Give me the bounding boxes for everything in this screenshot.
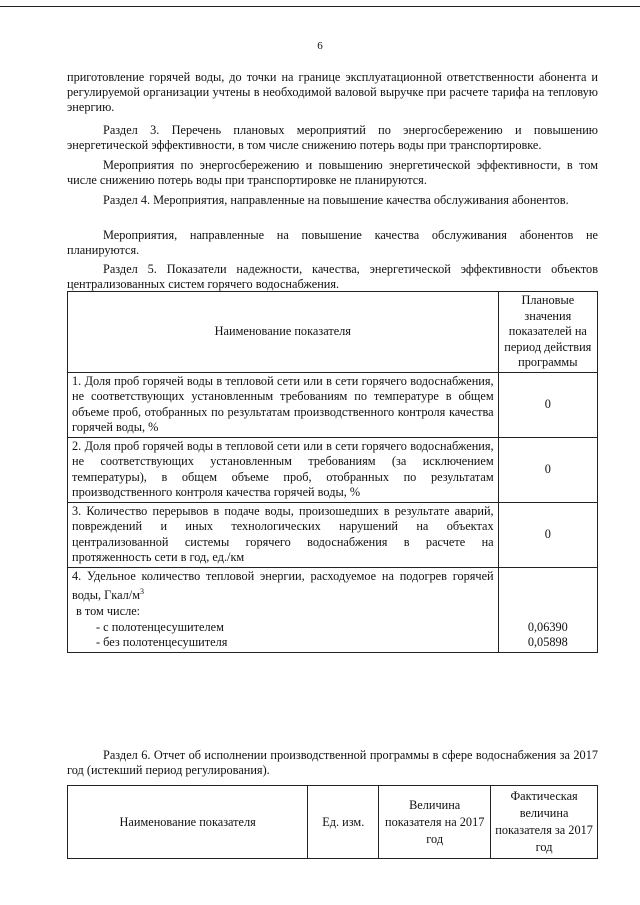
paragraph-section-6: Раздел 6. Отчет об исполнении производственной программы в сфере водоснабжения за 2017 год (истекший период регулирования).	[67, 748, 598, 778]
report-table	[67, 785, 598, 859]
paragraph-section-3: Раздел 3. Перечень плановых мероприятий по энергосбережению и повышению энергетической эффективности, в том числе снижению потерь воды при транспортировке.	[67, 123, 598, 153]
paragraph-section-4: Раздел 4. Мероприятия, направленные на повышение качества обслуживания абонентов.	[103, 193, 569, 207]
paragraph-energy-measures: Мероприятия по энергосбережению и повышению энергетической эффективности, в том числе снижению потерь воды при транспортировке не планируются.	[67, 158, 598, 188]
indicator-name: 2. Доля проб горячей воды в тепловой сети или в сети горячего водоснабжения, не соответствующих установленным требованиям (за исключением температуры), в общем объеме проб, отобранных по результатам производственного контроля качества горячей воды, %	[68, 437, 499, 502]
table-row	[68, 567, 598, 652]
paragraph-service-measures: Мероприятия, направленные на повышение качества обслуживания абонентов не планируются.	[67, 228, 598, 258]
table-header-row	[68, 786, 598, 859]
indicator-4-title: 4. Удельное количество тепловой энергии, расходуемое на подогрев горячей воды, Гкал/$м^3$	[72, 568, 494, 603]
indicators-table	[67, 291, 598, 653]
header-planned-2017: Величина показателя на 2017 год	[379, 786, 491, 859]
table-row	[68, 372, 598, 437]
table-row	[68, 437, 598, 502]
indicator-name: 3. Количество перерывов в подаче воды, произошедших в результате аварий, повреждений и иных технологических нарушений на объектах централизованной системы горячего водоснабжения в расчете на протяженность сети в год, ед./км	[68, 502, 499, 567]
indicator-value: 0	[498, 372, 597, 437]
indicator-4-sub1: - с полотенцесушителем	[96, 619, 224, 634]
indicator-name	[68, 567, 499, 652]
paragraph-continuation: приготовление горячей воды, до точки на границе эксплуатационной ответственности абонента и регулируемой организации учтены в необходимой валовой выручке при расчете тарифа на тепловую энергию.	[67, 70, 598, 115]
top-border-line	[0, 6, 640, 7]
indicator-4-incl: в том числе:	[76, 604, 141, 619]
indicator-name: 1. Доля проб горячей воды в тепловой сети или в сети горячего водоснабжения, не соответствующих установленным требованиям по температуре в общем объеме проб, отобранных по результатам производственного контроля качества горячей воды, %	[68, 372, 499, 437]
header-indicator-name: Наименование показателя	[68, 292, 499, 373]
indicator-value	[498, 567, 597, 652]
indicator-value: 0	[498, 502, 597, 567]
header-unit: Ед. изм.	[308, 786, 379, 859]
paragraph-section-5: Раздел 5. Показатели надежности, качества, энергетической эффективности объектов централизованных систем горячего водоснабжения.	[67, 262, 598, 292]
header-indicator-name: Наименование показателя	[68, 786, 308, 859]
indicator-4-sub2-value: 0,05898	[527, 635, 568, 650]
page-number: 6	[317, 40, 323, 52]
indicator-4-sub2: - без полотенцесушителя	[96, 635, 228, 650]
indicator-value: 0	[498, 437, 597, 502]
header-actual-2017: Фактическая величина показателя за 2017 год	[491, 786, 598, 859]
table-row	[68, 502, 598, 567]
indicator-4-sub1-value: 0,06390	[527, 619, 568, 634]
header-planned-values: Плановые значения показателей на период действия программы	[498, 292, 597, 373]
table-header-row	[68, 292, 598, 373]
